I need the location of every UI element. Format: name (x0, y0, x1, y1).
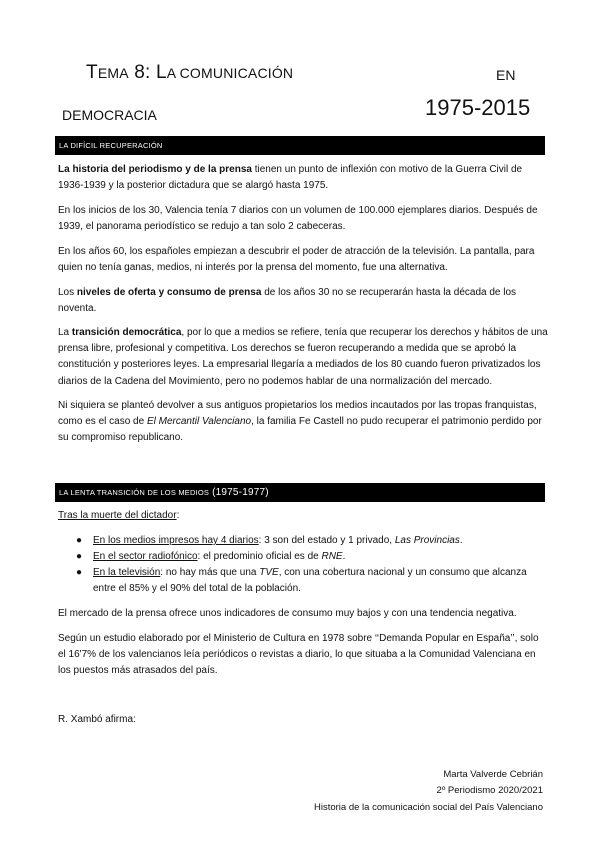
italic-text: TVE (259, 567, 279, 578)
paragraph-text: El mercado de la prensa ofrece unos indicadores de consumo muy bajos y con una tendencia negativa. (58, 608, 517, 619)
title-initial-l: L (155, 62, 167, 83)
bullet-text: , con una cobertura nacional y un consumo que alcanza entre el 85% y el 90% del total de la población. (93, 567, 527, 595)
section-heading-text: LA DIFÍCIL RECUPERACIÓN (59, 141, 163, 150)
intro-colon: : (176, 510, 180, 521)
bullet-text: : 3 son del estado y 1 privado, (258, 535, 395, 546)
document-title (86, 62, 293, 84)
bullet-item (76, 533, 536, 549)
paragraph-text: En los inicios de los 30, Valencia tenía 7 diarios con un volumen de 100.000 ejemplares diarios. Después de 1939, el panorama periodístico se redujo a tan solo 2 cabeceras. (58, 205, 538, 233)
section-heading-transicion (55, 483, 545, 502)
section-heading-recuperacion (55, 136, 545, 155)
italic-text: El Mercantil Valenciano (146, 416, 252, 428)
section1-p1 (58, 162, 548, 194)
bullet-text: : el predominio oficial es de (197, 551, 322, 562)
footer-subject: Historia de la comunicación social del País Valenciano (313, 801, 543, 813)
paragraph-text: , por lo que a medios se refiere, tenía que recuperar los derechos y hábitos de una prensa libre, profesional y competitiva. Los derechos se fueron recuperando a medida que se aprobó la constitución y posteriores leyes. La empresarial llegaría a mediados de los 80 cuando fueron privatizados los diarios de la Cadena del Movimiento, pero no podemos hablar de una normalización del mercado. (58, 327, 548, 387)
section-heading-years: (1975-1977) (209, 487, 269, 498)
title-ema: EMA (97, 65, 129, 81)
title-initial-t: T (86, 62, 98, 83)
bullet-icon: ● (76, 551, 83, 562)
footer (314, 767, 543, 816)
section2-p1 (58, 606, 548, 622)
underlined-text: Tras la muerte del dictador (58, 510, 177, 521)
bold-text: transición democrática (71, 327, 182, 338)
paragraph-text: , la familia Fe Castell no pudo recuperar el patrimonio perdido por su compromiso republicano. (58, 416, 542, 444)
italic-text: Las Provincias (394, 535, 460, 546)
section-heading-text: LA LENTA TRANSICIÓN DE LOS MEDIOS (59, 488, 210, 497)
bullet-text: : no hay más que una (160, 567, 260, 578)
bullet-icon: ● (76, 535, 83, 546)
bullet-icon: ● (76, 567, 83, 578)
paragraph-text: La (58, 327, 72, 338)
section2-p3 (58, 712, 548, 728)
section1-p4 (58, 285, 548, 317)
title-rest: A COMUNICACIÓN (166, 65, 294, 81)
paragraph-text: de los años 30 no se recuperarán hasta la década de los noventa. (58, 287, 517, 315)
underlined-text: En los medios impresos hay 4 diarios (93, 535, 259, 546)
title-years: 1975-2015 (425, 95, 531, 120)
paragraph-text: R. Xambó afirma: (58, 714, 136, 725)
title-line2: DEMOCRACIA (62, 107, 157, 123)
bullet-item (76, 565, 536, 597)
paragraph-text: Según un estudio elaborado por el Ministerio de Cultura en 1978 sobre ‘‘Demanda Popular en España’’, solo el 16'7% de los valencianos leía periódicos o revistas a diario, lo que situaba a la Comunidad Valenciana en los puestos más atrasados del país. (58, 633, 539, 677)
paragraph-text: tienen un punto de inflexión con motivo de la Guerra Civil de 1936-1939 y la posterior dictadura que se alargó hasta 1975. (58, 164, 523, 192)
italic-text: RNE (321, 551, 343, 562)
footer-course: 2º Periodismo 2020/2021 (436, 785, 543, 797)
underlined-text: En el sector radiofónico (93, 551, 198, 562)
bold-text: niveles de oferta y consumo de prensa (76, 287, 262, 298)
paragraph-text: Los (58, 287, 77, 298)
title-number: 8: (128, 62, 156, 83)
bold-text: La historia del periodismo y de la prensa (58, 164, 252, 175)
bullet-item (76, 549, 536, 565)
underlined-text: En la televisión (93, 567, 161, 578)
section2-intro (58, 508, 548, 524)
paragraph-text: Ni siquiera se planteó devolver a sus antiguos propietarios los medios incautados por las tropas franquistas, como es el caso de (58, 400, 537, 428)
section1-p2 (58, 203, 548, 235)
bullet-text: . (459, 535, 463, 546)
section2-p2 (58, 631, 548, 680)
bullet-text: . (342, 551, 346, 562)
footer-author: Marta Valverde Cebrián (443, 769, 543, 780)
title-en: EN (496, 67, 516, 83)
section1-p3 (58, 244, 548, 276)
paragraph-text: En los años 60, los españoles empiezan a descubrir el poder de atracción de la televisión. La pantalla, para quien no tenía ganas, medios, ni interés por la prensa del momento, fue una alternativa. (58, 246, 535, 274)
section1-p6 (58, 398, 548, 447)
section1-p5 (58, 325, 548, 390)
